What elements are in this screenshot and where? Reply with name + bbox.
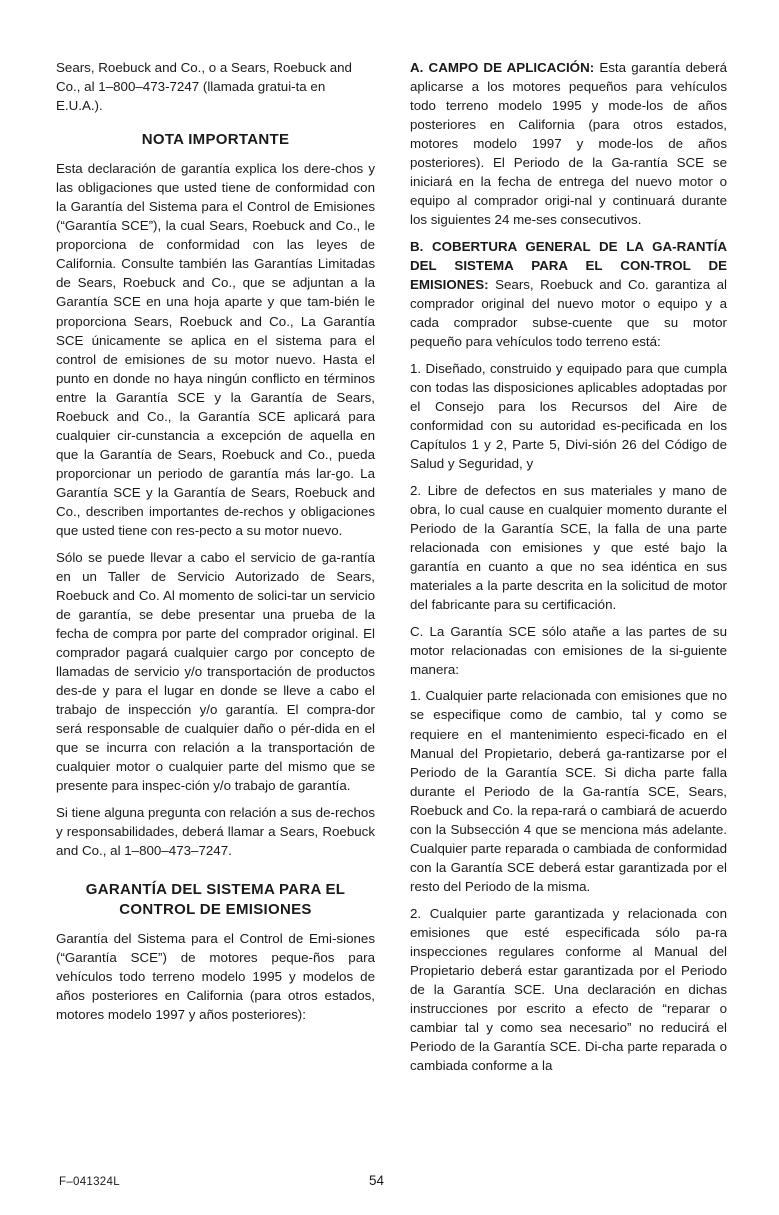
document-code: F–041324L [59,1176,120,1188]
page-number: 54 [369,1173,385,1188]
section-b-heading: B. COBERTURA GENERAL DE LA GA-RANTÍA DEL SISTEMA PARA EL CON-TROL DE EMISIONES: [410,239,727,293]
right-column [410,58,727,1075]
intro-paragraph: Sears, Roebuck and Co., o a Sears, Roebuck and Co., al 1–800–473-7247 (llamada gratui-ta en E.U.A.). [56,60,352,114]
section-b-item-1: 1. Diseñado, construido y equipado para que cumpla con todas las disposiciones aplicables adoptadas por el Consejo para los Recursos del Aire de conformidad con su autoridad es-pecificada en los Capítulos 1 y 2, Parte 5, Divi-sión 26 del Código de Salud y Seguridad, y [410,360,727,472]
nota-importante-heading: NOTA IMPORTANTE [141,131,290,149]
garantia-paragraph: Garantía del Sistema para el Control de Emi-siones (“Garantía SCE”) de motores peque-ños para vehículos todo terreno modelo 1995 y modelos de años posteriores en California (para otros estados, motores modelo 1997 y años posteriores): [56,931,375,1023]
section-a-heading: A. CAMPO DE APLICACIÓN: [410,60,595,75]
nota-paragraph-3: Si tiene alguna pregunta con relación a sus de-rechos y responsabilidades, deberá llamar a Sears, Roebuck and Co., al 1–800–473–7247. [56,804,375,858]
section-c-intro: C. La Garantía SCE sólo atañe a las partes de su motor relacionadas con emisiones de la si-guiente manera: [410,623,727,677]
left-column [56,58,375,1024]
section-c-item-2: 2. Cualquier parte garantizada y relacionada con emisiones que esté especificada sólo pa-ra inspecciones regulares conforme al Manual del Propietario deberá estar garantizada por el Periodo de la Garantía SCE. Una declaración en dichas instrucciones por escrito a efecto de “reparar o cambiar tal y como sea necesario” no reducirá el Periodo de la Garantía SCE. Di-cha parte reparada o cambiada conforme a la [410,905,727,1073]
section-a [410,58,727,229]
section-c-item-1: 1. Cualquier parte relacionada con emisiones que no se especifique como de cambio, tal y como se requiere en el mantenimiento especi-ficado en el Manual del Propietario, deberá ga-rantizarse por el Periodo de la Garantía SCE. Si dicha parte falla durante el Periodo de la Ga-rantía SCE, Sears, Roebuck and Co. la repa-rará o cambiará de acuerdo con la Subsección 4 que se menciona más adelante. Cualquier parte reparada o cambiada de conformidad con la Garantía SCE deberá estar garantizada por el resto del Periodo de la misma. [410,688,727,894]
section-b [410,237,727,351]
section-b-text: Sears, Roebuck and Co. garantiza al comprador original del nuevo motor o equipo y a cada comprador subse-cuente que su motor pequeño para vehículos todo terreno está: [410,277,727,350]
section-a-text: Esta garantía deberá aplicarse a los motores pequeños para vehículos todo terreno modelo 1995 y mode-los de años posteriores en California (para otros estados, motores modelo 1997 y mode-los de años posteriores). El Periodo de la Ga-rantía SCE se iniciará en la fecha de entrega del nuevo motor o equipo al comprador origi-nal y continuará durante los siguientes 24 me-ses consecutivos. [410,60,727,228]
garantia-heading-line-1: GARANTÍA DEL SISTEMA PARA EL [85,881,346,899]
nota-paragraph-1: Esta declaración de garantía explica los dere-chos y las obligaciones que usted tiene de conformidad con la Garantía del Sistema para el Control de Emisiones (“Garantía SCE”), la cual Sears, Roebuck and Co., le proporciona de conformidad con las leyes de California. Consulte también las Garantías Limitadas de Sears, Roebuck and Co., que se adjuntan a la Garantía SCE en una hoja aparte y que tam-bién le proporciona Sears, Roebuck and Co., La Garantía SCE únicamente se aplica en el sistema para el control de emisiones de su motor nuevo. Hasta el punto en donde no haya ningún conflicto en términos entre la Garantía SCE y la Garantía de Sears, Roebuck and Co., la Garantía SCE aplicará para cualquier cir-cunstancia a excepción de aquella en que la Garantía de Sears, Roebuck and Co., pueda proporcionar un periodo de garantía más lar-go. La Garantía SCE y la Garantía de Sears, Roebuck and Co., describen importantes de-rechos y obligaciones que usted tiene con res-pecto a su motor nuevo. [56,161,375,539]
garantia-heading-line-2: CONTROL DE EMISIONES [119,901,312,919]
nota-paragraph-2: Sólo se puede llevar a cabo el servicio de ga-rantía en un Taller de Servicio Autorizado de Sears, Roebuck and Co. Al momento de solici-tar un servicio de garantía, se debe presentar una prueba de la fecha de compra por parte del comprador original. El comprador pagará cualquier cargo por concepto de llamadas de servicio y/o transportación de productos des-de y para el lugar en donde se lleve a cabo el trabajo de inspección y/o garantía. El compra-dor será responsable de cualquier daño o pér-dida en el que se incurra con relación a la transportación de cualquier motor o cualquier parte del mismo que se presente para inspec-ción y/o trabajo de garantía. [56,549,375,794]
section-b-item-2: 2. Libre de defectos en sus materiales y mano de obra, lo cual cause en cualquier momento durante el Periodo de la Garantía SCE, la falla de una parte relacionada con emisiones y que esté bajo la garantía en cuanto a que no sea idéntica en sus materiales a la parte descrita en la solicitud de motor del fabricante para su certificación. [410,482,727,613]
